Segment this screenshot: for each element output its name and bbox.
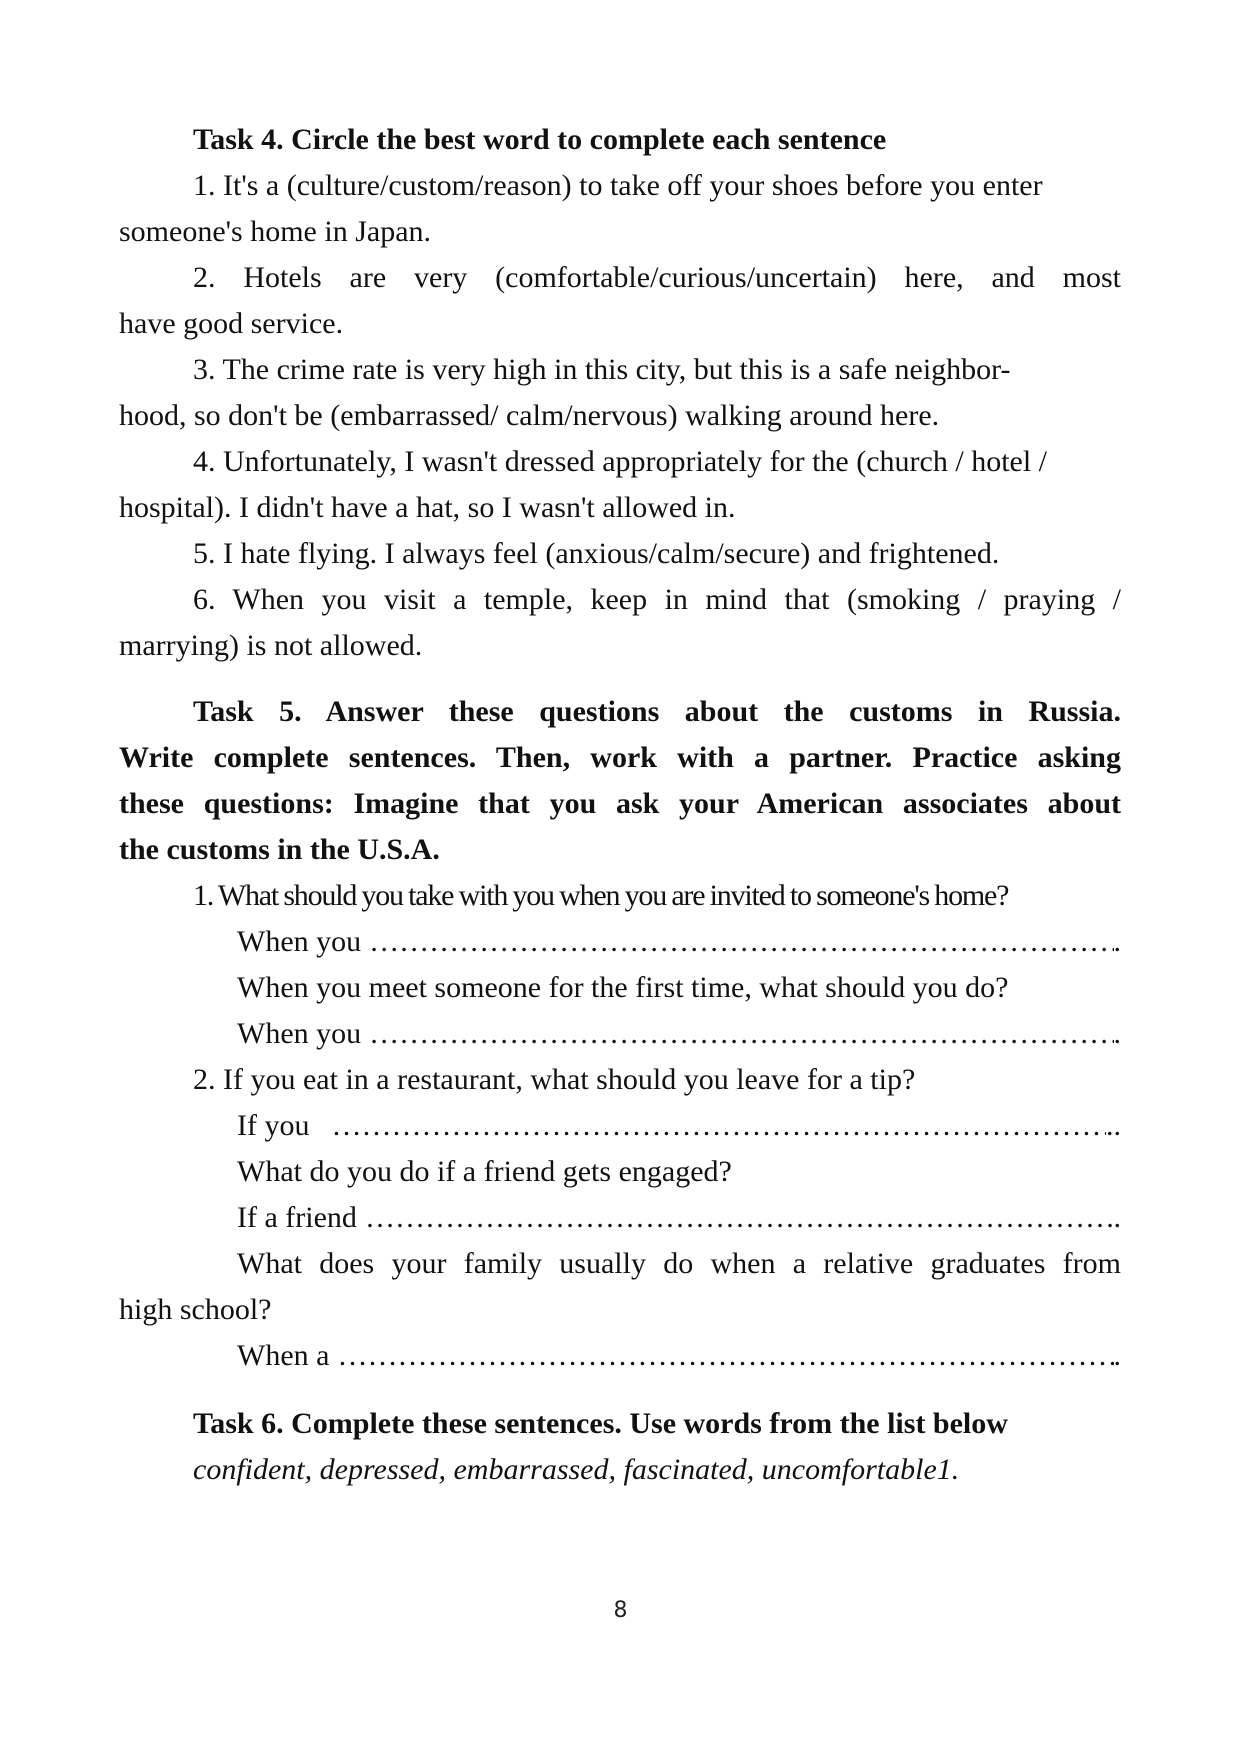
task5-heading-line4: the customs in the U.S.A.	[119, 833, 440, 866]
answer-end: .	[1113, 1201, 1121, 1234]
answer-start: If you	[237, 1109, 310, 1142]
answer-start: If a friend	[237, 1201, 357, 1234]
answer-end: .	[1113, 925, 1121, 958]
answer-blank	[365, 1195, 1114, 1241]
page-number: 8	[613, 1598, 628, 1623]
answer-start: When a	[237, 1339, 330, 1372]
answer-blank	[331, 1103, 1106, 1149]
task5-heading-line2: Write complete sentences. Then, work with a partner. Practice asking	[119, 741, 1121, 774]
answer-end: .	[1113, 1339, 1121, 1372]
answer-start: When you	[237, 1017, 362, 1050]
task5-question-2c-line2: high school?	[119, 1293, 272, 1326]
answer-end: .	[1113, 1017, 1121, 1050]
task4-item-3-line2: hood, so don't be (embarrassed/ calm/nervous) walking around here.	[119, 399, 940, 432]
task5-heading-line3: these questions: Imagine that you ask your American associates about	[119, 787, 1121, 820]
task6-heading: Task 6. Complete these sentences. Use words from the list below	[193, 1407, 1008, 1440]
answer-end: ..	[1106, 1109, 1121, 1142]
answer-start: When you	[237, 925, 362, 958]
task4-item-1-line2: someone's home in Japan.	[119, 215, 432, 248]
task4-item-6-line2: marrying) is not allowed.	[119, 629, 423, 662]
task4-item-4-line2: hospital). I didn't have a hat, so I wasn't allowed in.	[119, 491, 736, 524]
answer-blank	[369, 1011, 1113, 1057]
task4-item-2-line1: 2. Hotels are very (comfortable/curious/uncertain) here, and most	[193, 261, 1121, 294]
task4-item-5-line1: 5. I hate flying. I always feel (anxious/calm/secure) and frightened.	[193, 537, 1000, 570]
task4-item-4-line1: 4. Unfortunately, I wasn't dressed appropriately for the (church / hotel /	[193, 445, 1048, 478]
task5-answer-2c	[119, 1333, 1121, 1379]
answer-blank	[337, 1333, 1113, 1379]
task5-question-2b: What do you do if a friend gets engaged?	[237, 1155, 732, 1188]
task6-word-list: confident, depressed, embarrassed, fascinated, uncomfortable1.	[193, 1453, 960, 1486]
task4-item-1-line1: 1. It's a (culture/custom/reason) to take off your shoes before you enter	[193, 169, 1043, 202]
task5-question-2: 2. If you eat in a restaurant, what should you leave for a tip?	[193, 1063, 916, 1096]
task5-heading-line1: Task 5. Answer these questions about the customs in Russia.	[193, 695, 1121, 728]
task5-question-1: 1. What should you take with you when you are invited to someone's home?	[193, 879, 1009, 912]
task4-heading: Task 4. Circle the best word to complete each sentence	[193, 123, 887, 156]
task5-answer-1b	[119, 1011, 1121, 1057]
task5-question-1b: When you meet someone for the first time, what should you do?	[237, 971, 1009, 1004]
document-page	[119, 117, 1121, 1493]
answer-blank	[369, 919, 1113, 965]
task5-answer-2b	[119, 1195, 1121, 1241]
task4-item-3-line1: 3. The crime rate is very high in this city, but this is a safe neighbor-	[193, 353, 1011, 386]
task5-answer-1	[119, 919, 1121, 965]
task5-answer-2	[119, 1103, 1121, 1149]
task4-item-6-line1: 6. When you visit a temple, keep in mind that (smoking / praying /	[193, 583, 1121, 616]
task5-question-2c-line1: What does your family usually do when a relative graduates from	[237, 1247, 1121, 1280]
task4-item-2-line2: have good service.	[119, 307, 344, 340]
